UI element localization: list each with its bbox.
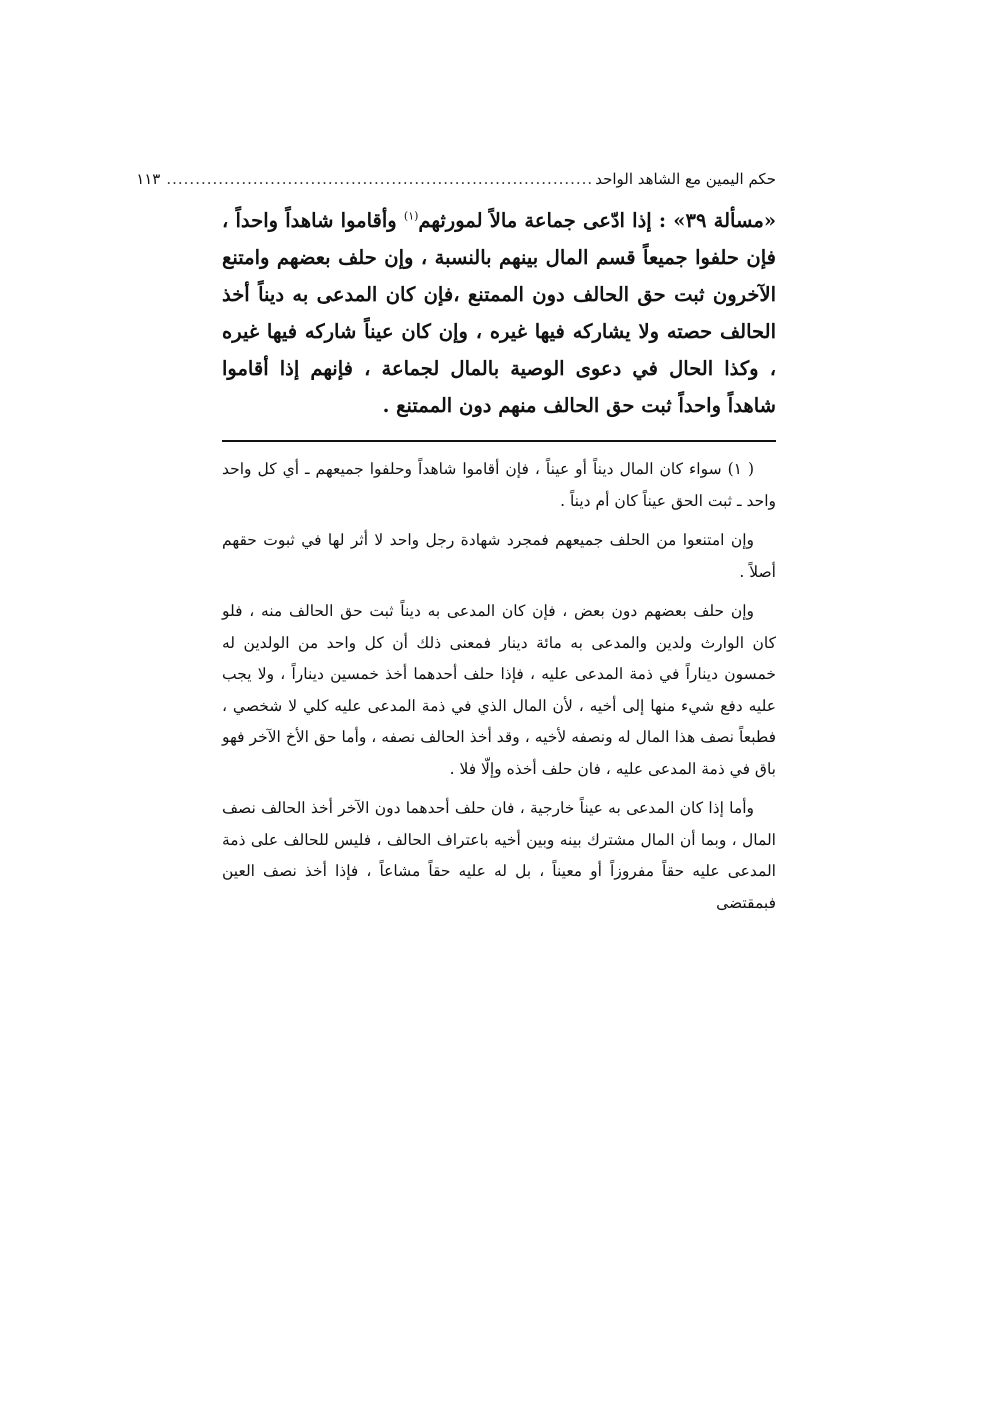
footnote-reference: (١) <box>403 209 419 223</box>
issue-text-rest: وأقاموا شاهداً واحداً ، فإن حلفوا جميعاً قسم المال بينهم بالنسبة ، وإن حلف بعضهم وامتنع الآخرون ثبت حق الحالف دون الممتنع ،فإن كان المدعى به ديناً أخذ الحالف حصته ولا يشاركه فيها غيره ، وإن كان عيناً شاركه فيها غيره ، وكذا الحال في دعوى الوصية بالمال لجماعة ، فإنهم إذا أقاموا شاهداً واحداً ثبت حق الحالف منهم دون الممتنع . <box>222 209 776 417</box>
issue-text-start: «مسألة ٣٩» : إذا ادّعى جماعة مالاً لمورثهم <box>418 209 777 232</box>
footnote-paragraph: وإن امتنعوا من الحلف جميعهم فمجرد شهادة رجل واحد لا أثر لها في ثبوت حقهم أصلاً . <box>222 531 776 581</box>
header-title: حكم اليمين مع الشاهد الواحد <box>595 170 776 188</box>
issue-paragraph <box>222 202 776 424</box>
running-header <box>136 168 776 190</box>
footnote-paragraph: وإن حلف بعضهم دون بعض ، فإن كان المدعى به ديناً ثبت حق الحالف منه ، فلو كان الوارث ولدين والمدعى به مائة دينار فمعنى ذلك أن كل واحد من الولدين له خمسون ديناراً في ذمة المدعى عليه ، فإذا حلف أحدهما أخذ خمسين ديناراً ، ولا يجب عليه دفع شيء منها إلى أخيه ، لأن المال الذي في ذمة المدعى عليه كلي لا شخصي ، فطبعاً نصف هذا المال له ونصفه لأخيه ، وقد أخذ الحالف نصفه ، وأما حق الأخ الآخر فهو باق في ذمة المدعى عليه ، فان حلف أخذه وإلّا فلا . <box>222 602 776 778</box>
footnotes-section <box>222 454 776 919</box>
book-page <box>136 168 777 919</box>
header-leader-dots: .......................................................................... <box>166 170 594 188</box>
footnote-paragraph: وأما إذا كان المدعى به عيناً خارجية ، فان حلف أحدهما دون الآخر أخذ الحالف نصف المال ، وبما أن المال مشترك بينه وبين أخيه باعتراف الحالف ، فليس للحالف على ذمة المدعى عليه حقاً مفروزاً أو معيناً ، بل له عليه حقاً مشاعاً ، فإذا أخذ نصف العين فبمقتضى <box>222 799 776 912</box>
footnote-paragraph: ( ١) سواء كان المال ديناً أو عيناً ، فإن أقاموا شاهداً وحلفوا جميعهم ـ أي كل واحد واحد ـ ثبت الحق عيناً كان أم ديناً . <box>222 460 776 510</box>
footnote-separator <box>222 440 776 442</box>
page-number: ١١٣ <box>136 170 161 188</box>
